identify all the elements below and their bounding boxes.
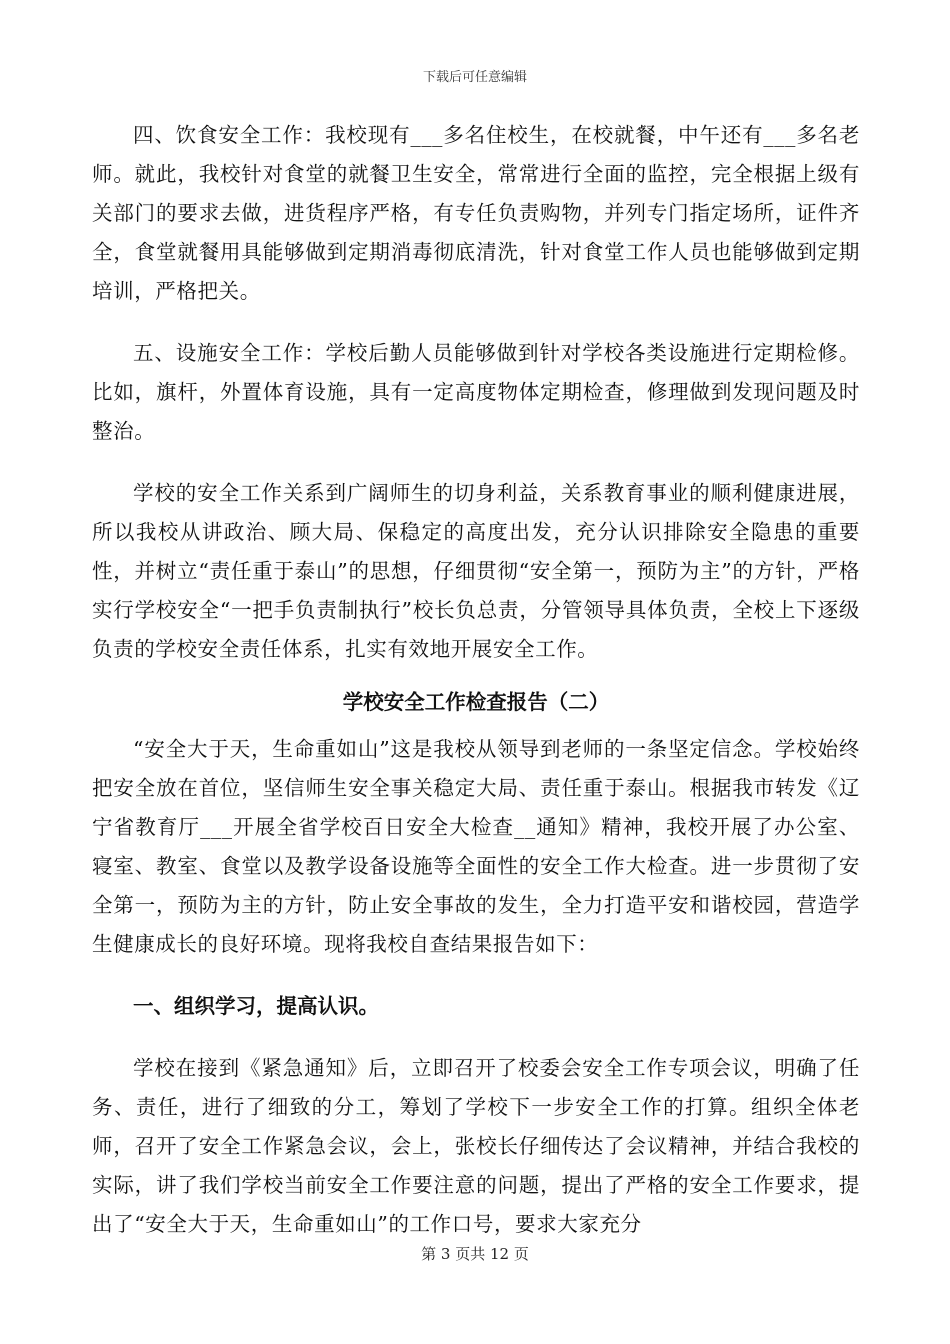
report-title: 学校安全工作检查报告（二） — [342, 690, 610, 714]
page-number: 第 3 页共 12 页 — [421, 1245, 529, 1263]
paragraph-gap — [92, 964, 860, 987]
paragraph-food-safety: 四、饮食安全工作：我校现有___多名住校生，在校就餐，中午还有___多名老师。就此，我校针对食堂的就餐卫生安全，常常进行全面的监控，完全根据上级有关部门的要求去做，进货程序严格，有专任负责购物，并列专门指定场所，证件齐全，食堂就餐用具能够做到定期消毒彻底清洗，针对食堂工作人员也能够做到定期培训，严格把关。 — [92, 123, 860, 303]
section-heading-1: 一、组织学习，提高认识。 — [133, 994, 379, 1018]
paragraph-gap — [92, 722, 860, 730]
paragraph-gap — [92, 311, 860, 334]
paragraph-safety-summary: 学校的安全工作关系到广阔师生的切身利益，关系教育事业的顺利健康进展，所以我校从讲政治、顾大局、保稳定的高度出发，充分认识排除安全隐患的重要性，并树立“责任重于泰山”的思想，仔细贯彻“安全第一，预防为主”的方针，严格实行学校安全“一把手负责制执行”校长负总责，分管领导具体负责，全校上下逐级负责的学校安全责任体系，扎实有效地开展安全工作。 — [92, 481, 860, 661]
paragraph-report-intro: “安全大于天，生命重如山”这是我校从领导到老师的一条坚定信念。学校始终把安全放在首位，坚信师生安全事关稳定大局、责任重于泰山。根据我市转发《辽宁省教育厅___开展全省学校百日安全大检查__通知》精神，我校开展了办公室、寝室、教室、食堂以及教学设备设施等全面性的安全工作大检查。进一步贯彻了安全第一，预防为主的方针，防止安全事故的发生，全力打造平安和谐校园，营造学生健康成长的良好环境。现将我校自查结果报告如下： — [92, 737, 860, 956]
page-header-note: 下载后可任意编辑 — [422, 70, 527, 85]
paragraph-gap — [92, 669, 860, 683]
paragraph-gap — [92, 1026, 860, 1049]
document-body — [92, 116, 860, 1244]
paragraph-gap — [92, 451, 860, 474]
paragraph-facility-safety: 五、设施安全工作：学校后勤人员能够做到针对学校各类设施进行定期检修。比如，旗杆，外置体育设施，具有一定高度物体定期检查，修理做到发现问题及时整治。 — [92, 341, 860, 443]
paragraph-study-meeting: 学校在接到《紧急通知》后，立即召开了校委会安全工作专项会议，明确了任务、责任，进行了细致的分工，筹划了学校下一步安全工作的打算。组织全体老师，召开了安全工作紧急会议，会上，张校长仔细传达了会议精神，并结合我校的实际，讲了我们学校当前安全工作要注意的问题，提出了严格的安全工作要求，提出了“安全大于天，生命重如山”的工作口号，要求大家充分 — [92, 1056, 860, 1236]
